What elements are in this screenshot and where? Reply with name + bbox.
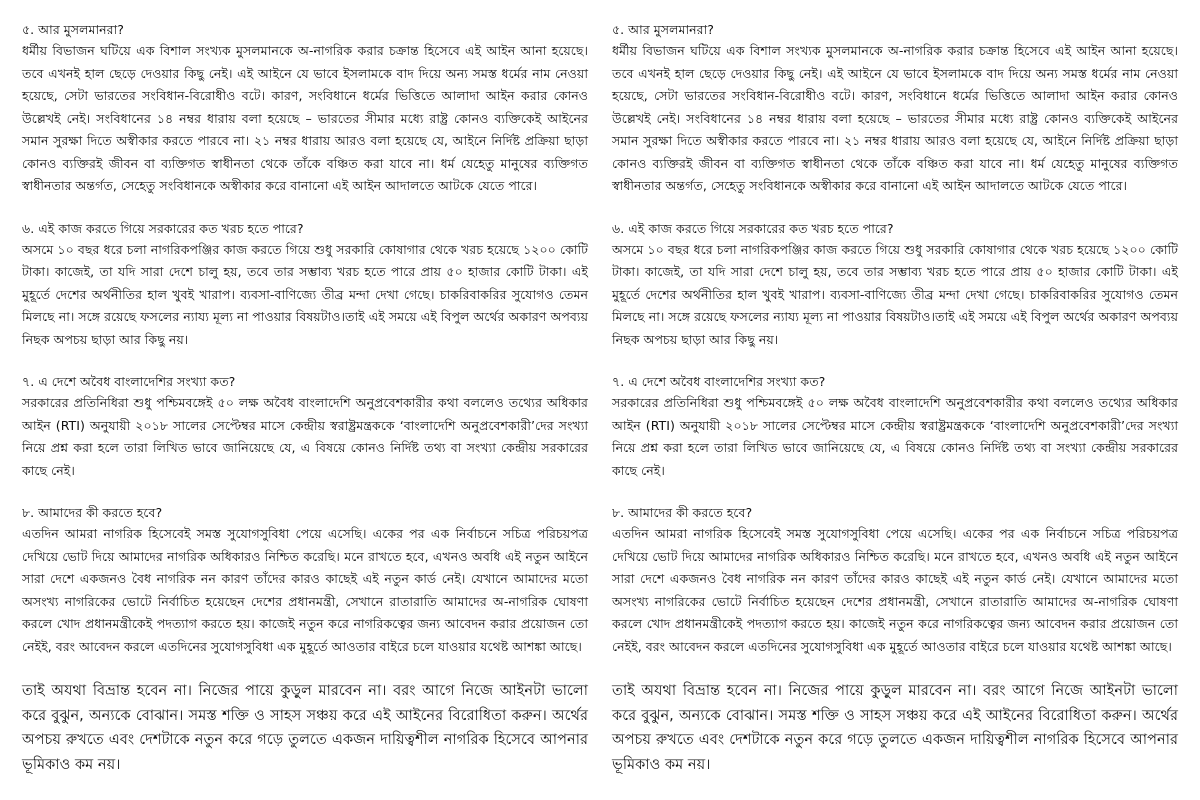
section-heading: ৮. আমাদের কী করতে হবে? — [612, 505, 753, 520]
left-column — [22, 20, 588, 777]
section-heading: ৬. এই কাজ করতে গিয়ে সরকারের কত খরচ হতে পারে? — [612, 220, 894, 236]
section-8 — [22, 503, 588, 658]
section-heading: ৮. আমাদের কী করতে হবে? — [22, 505, 163, 520]
section-body: এতদিন আমরা নাগরিক হিসেবেই সমস্ত সুযোগসুবিধা পেয়ে এসেছি। একের পর এক নির্বাচনে সচিত্র পরিচয়পত্র দেখিয়ে ভোট দিয়ে আমাদের নাগরিক অধিকারও নিশ্চিত করেছি। মনে রাখতে হবে, এখনও অবধি এই নতুন আইনে সারা দেশে একজনও বৈধ নাগরিক নন কারণ তাঁদের কারও কাছেই এই নতুন কার্ড নেই। যেখানে আমাদের মতো অসংখ্য নাগরিকের ভোটে নির্বাচিত হয়েছেন দেশের প্রধানমন্ত্রী, সেখানে রাতারাতি আমাদের অ-নাগরিক ঘোষণা করলে খোদ প্রধানমন্ত্রীকেই পদত্যাগ করতে হয়। কাজেই নতুন করে নাগরিকত্বের জন্য আবেদন করার প্রয়োজন তো নেইই, বরং আবেদন করলে এতদিনের সুযোগসুবিধা এক মুহূর্তে আওতার বাইরে চলে যাওয়ার যথেষ্ট আশঙ্কা আছে। — [22, 526, 588, 654]
section-body: ধর্মীয় বিভাজন ঘটিয়ে এক বিশাল সংখ্যক মুসলমানকে অ-নাগরিক করার চক্রান্ত হিসেবে এই আইন আনা হয়েছে। তবে এখনই হাল ছেড়ে দেওয়ার কিছু নেই। এই আইনে যে ভাবে ইসলামকে বাদ দিয়ে অন্য সমস্ত ধর্মের নাম নেওয়া হয়েছে, সেটা ভারতের সংবিধান-বিরোধীও বটে। কারণ, সংবিধানে ধর্মের ভিত্তিতে আলাদা আইন করার কোনও উল্লেখই নেই। সংবিধানের ১৪ নম্বর ধারায় বলা হয়েছে – ভারতের সীমার মধ্যে রাষ্ট্র কোনও ব্যক্তিকেই আইনের সমান সুরক্ষা দিতে অস্বীকার করতে পারবে না। ২১ নম্বর ধারায় আরও বলা হয়েছে যে, আইনে নির্দিষ্ট প্রক্রিয়া ছাড়া কোনও ব্যক্তিরই জীবন বা ব্যক্তিগত স্বাধীনতা থেকে তাঁকে বঞ্চিত করা যাবে না। ধর্ম যেহেতু মানুষের ব্যক্তিগত স্বাধীনতার অন্তর্গত, সেহেতু সংবিধানকে অস্বীকার করে বানানো এই আইন আদালতে আটকে যেতে পারে। — [612, 43, 1178, 193]
section-heading: ৭. এ দেশে অবৈধ বাংলাদেশির সংখ্যা কত? — [612, 374, 826, 389]
closing-paragraph: তাই অযথা বিভ্রান্ত হবেন না। নিজের পায়ে কুড়ুল মারবেন না। বরং আগে নিজে আইনটা ভালো করে বুঝুন, অন্যকে বোঝান। সমস্ত শক্তি ও সাহস সঞ্চয় করে এই আইনের বিরোধিতা করুন। অর্থের অপচয় রুখতে এবং দেশটাকে নতুন করে গড়ে তুলতে একজন দায়িত্বশীল নাগরিক হিসেবে আপনার ভূমিকাও কম নয়। — [22, 682, 588, 773]
section-7 — [22, 372, 588, 482]
section-7 — [612, 372, 1178, 482]
section-body: ধর্মীয় বিভাজন ঘটিয়ে এক বিশাল সংখ্যক মুসলমানকে অ-নাগরিক করার চক্রান্ত হিসেবে এই আইন আনা হয়েছে। তবে এখনই হাল ছেড়ে দেওয়ার কিছু নেই। এই আইনে যে ভাবে ইসলামকে বাদ দিয়ে অন্য সমস্ত ধর্মের নাম নেওয়া হয়েছে, সেটা ভারতের সংবিধান-বিরোধীও বটে। কারণ, সংবিধানে ধর্মের ভিত্তিতে আলাদা আইন করার কোনও উল্লেখই নেই। সংবিধানের ১৪ নম্বর ধারায় বলা হয়েছে – ভারতের সীমার মধ্যে রাষ্ট্র কোনও ব্যক্তিকেই আইনের সমান সুরক্ষা দিতে অস্বীকার করতে পারবে না। ২১ নম্বর ধারায় আরও বলা হয়েছে যে, আইনে নির্দিষ্ট প্রক্রিয়া ছাড়া কোনও ব্যক্তিরই জীবন বা ব্যক্তিগত স্বাধীনতা থেকে তাঁকে বঞ্চিত করা যাবে না। ধর্ম যেহেতু মানুষের ব্যক্তিগত স্বাধীনতার অন্তর্গত, সেহেতু সংবিধানকে অস্বীকার করে বানানো এই আইন আদালতে আটকে যেতে পারে। — [22, 43, 588, 193]
section-body: সরকারের প্রতিনিধিরা শুধু পশ্চিমবঙ্গেই ৫০ লক্ষ অবৈধ বাংলাদেশি অনুপ্রবেশকারীর কথা বললেও তথ্যের অধিকার আইন (RTI) অনুযায়ী ২০১৮ সালের সেপ্টেম্বর মাসে কেন্দ্রীয় স্বরাষ্ট্রমন্ত্রককে ‘বাংলাদেশি অনুপ্রবেশকারী’দের সংখ্যা নিয়ে প্রশ্ন করা হলে তারা লিখিত ভাবে জানিয়েছে যে, এ বিষয়ে কোনও নির্দিষ্ট তথ্য বা সংখ্যা কেন্দ্রীয় সরকারের কাছে নেই। — [22, 395, 588, 478]
closing-paragraph: তাই অযথা বিভ্রান্ত হবেন না। নিজের পায়ে কুড়ুল মারবেন না। বরং আগে নিজে আইনটা ভালো করে বুঝুন, অন্যকে বোঝান। সমস্ত শক্তি ও সাহস সঞ্চয় করে এই আইনের বিরোধিতা করুন। অর্থের অপচয় রুখতে এবং দেশটাকে নতুন করে গড়ে তুলতে একজন দায়িত্বশীল নাগরিক হিসেবে আপনার ভূমিকাও কম নয়। — [612, 682, 1178, 773]
section-6 — [22, 219, 588, 352]
section-5 — [22, 20, 588, 198]
right-column — [612, 20, 1178, 777]
section-8 — [612, 503, 1178, 658]
section-6 — [612, 219, 1178, 352]
section-body: অসমে ১০ বছর ধরে চলা নাগরিকপঞ্জির কাজ করতে গিয়ে শুধু সরকারি কোষাগার থেকে খরচ হয়েছে ১২০০ কোটি টাকা। কাজেই, তা যদি সারা দেশে চালু হয়, তবে তার সম্ভাব্য খরচ হতে পারে প্রায় ৫০ হাজার কোটি টাকা। এই মুহূর্তে দেশের অর্থনীতির হাল খুবই খারাপ। ব্যবসা-বাণিজ্যে তীব্র মন্দা দেখা গেছে। চাকরিবাকরির সুযোগও তেমন মিলছে না। সঙ্গে রয়েছে ফসলের ন্যায্য মূল্য না পাওয়ার বিষয়টাও।তাই এই সময়ে এই বিপুল অর্থের অকারণ অপব্যয় নিছক অপচয় ছাড়া আর কিছু নয়। — [22, 241, 588, 347]
section-body: সরকারের প্রতিনিধিরা শুধু পশ্চিমবঙ্গেই ৫০ লক্ষ অবৈধ বাংলাদেশি অনুপ্রবেশকারীর কথা বললেও তথ্যের অধিকার আইন (RTI) অনুযায়ী ২০১৮ সালের সেপ্টেম্বর মাসে কেন্দ্রীয় স্বরাষ্ট্রমন্ত্রককে ‘বাংলাদেশি অনুপ্রবেশকারী’দের সংখ্যা নিয়ে প্রশ্ন করা হলে তারা লিখিত ভাবে জানিয়েছে যে, এ বিষয়ে কোনও নির্দিষ্ট তথ্য বা সংখ্যা কেন্দ্রীয় সরকারের কাছে নেই। — [612, 395, 1178, 478]
section-heading: ৫. আর মুসলমানরা? — [22, 22, 124, 37]
section-heading: ৭. এ দেশে অবৈধ বাংলাদেশির সংখ্যা কত? — [22, 374, 236, 389]
section-body: অসমে ১০ বছর ধরে চলা নাগরিকপঞ্জির কাজ করতে গিয়ে শুধু সরকারি কোষাগার থেকে খরচ হয়েছে ১২০০ কোটি টাকা। কাজেই, তা যদি সারা দেশে চালু হয়, তবে তার সম্ভাব্য খরচ হতে পারে প্রায় ৫০ হাজার কোটি টাকা। এই মুহূর্তে দেশের অর্থনীতির হাল খুবই খারাপ। ব্যবসা-বাণিজ্যে তীব্র মন্দা দেখা গেছে। চাকরিবাকরির সুযোগও তেমন মিলছে না। সঙ্গে রয়েছে ফসলের ন্যায্য মূল্য না পাওয়ার বিষয়টাও।তাই এই সময়ে এই বিপুল অর্থের অকারণ অপব্যয় নিছক অপচয় ছাড়া আর কিছু নয়। — [612, 241, 1178, 347]
section-heading: ৬. এই কাজ করতে গিয়ে সরকারের কত খরচ হতে পারে? — [22, 220, 304, 236]
section-heading: ৫. আর মুসলমানরা? — [612, 22, 714, 37]
section-5 — [612, 20, 1178, 198]
section-body: এতদিন আমরা নাগরিক হিসেবেই সমস্ত সুযোগসুবিধা পেয়ে এসেছি। একের পর এক নির্বাচনে সচিত্র পরিচয়পত্র দেখিয়ে ভোট দিয়ে আমাদের নাগরিক অধিকারও নিশ্চিত করেছি। মনে রাখতে হবে, এখনও অবধি এই নতুন আইনে সারা দেশে একজনও বৈধ নাগরিক নন কারণ তাঁদের কারও কাছেই এই নতুন কার্ড নেই। যেখানে আমাদের মতো অসংখ্য নাগরিকের ভোটে নির্বাচিত হয়েছেন দেশের প্রধানমন্ত্রী, সেখানে রাতারাতি আমাদের অ-নাগরিক ঘোষণা করলে খোদ প্রধানমন্ত্রীকেই পদত্যাগ করতে হয়। কাজেই নতুন করে নাগরিকত্বের জন্য আবেদন করার প্রয়োজন তো নেইই, বরং আবেদন করলে এতদিনের সুযোগসুবিধা এক মুহূর্তে আওতার বাইরে চলে যাওয়ার যথেষ্ট আশঙ্কা আছে। — [612, 526, 1178, 654]
